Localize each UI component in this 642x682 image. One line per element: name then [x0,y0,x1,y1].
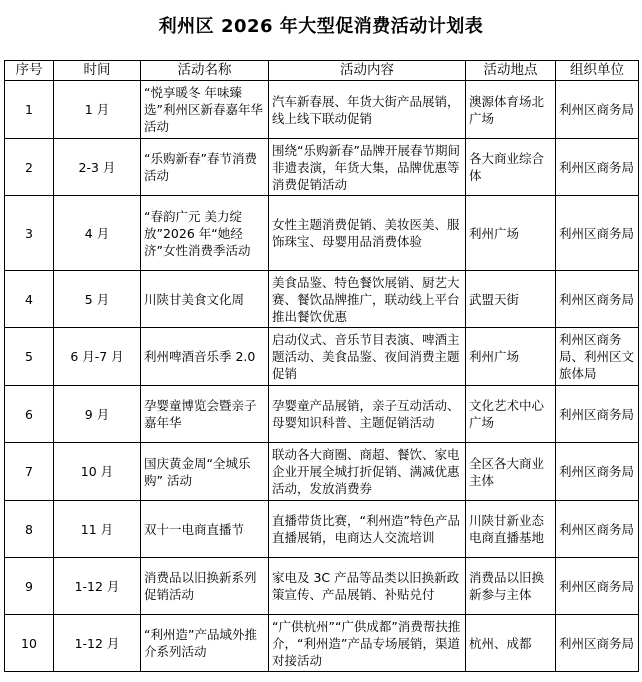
header-place: 活动地点 [466,61,556,81]
cell-content: “广供杭州”“广供成都”消费帮扶推介，“利州造”产品专场展销，渠道对接活动 [269,615,466,672]
header-content: 活动内容 [269,61,466,81]
cell-time: 10 月 [54,443,141,501]
cell-content: 联动各大商圈、商超、餐饮、家电企业开展全城打折促销、满减优惠活动，发放消费券 [269,443,466,501]
cell-time: 6 月-7 月 [54,328,141,386]
cell-place: 川陕甘新业态电商直播基地 [466,501,556,558]
activity-plan-table [4,60,639,672]
cell-org: 利州区商务局 [556,558,639,615]
document-title: 利州区 2026 年大型促消费活动计划表 [158,16,484,37]
cell-content: 女性主题消费促销、美妆医美、服饰珠宝、母婴用品消费体验 [269,196,466,271]
header-no: 序号 [5,61,54,81]
cell-org: 利州区商务局 [556,196,639,271]
cell-no: 4 [5,271,54,328]
cell-place: 利州广场 [466,328,556,386]
cell-org: 利州区商务局 [556,271,639,328]
cell-org: 利州区商务局 [556,615,639,672]
cell-time: 2-3 月 [54,139,141,196]
cell-no: 3 [5,196,54,271]
table-row [5,501,639,558]
cell-no: 1 [5,81,54,139]
cell-content: 围绕“乐购新春”品牌开展春节期间非遗表演，年货大集，品牌优惠等消费促销活动 [269,139,466,196]
cell-name: 消费品以旧换新系列促销活动 [141,558,269,615]
cell-place: 武盟天街 [466,271,556,328]
cell-org: 利州区商务局 [556,501,639,558]
table-row [5,271,639,328]
cell-time: 11 月 [54,501,141,558]
cell-content: 美食品鉴、特色餐饮展销、厨艺大赛、餐饮品牌推广，联动线上平台推出餐饮优惠 [269,271,466,328]
cell-time: 1-12 月 [54,558,141,615]
cell-content: 启动仪式、音乐节目表演、啤酒主题活动、美食品鉴、夜间消费主题促销 [269,328,466,386]
cell-name: “乐购新春”春节消费活动 [141,139,269,196]
cell-name: 利州啤酒音乐季 2.0 [141,328,269,386]
cell-time: 9 月 [54,386,141,443]
cell-name: 双十一电商直播节 [141,501,269,558]
table-row [5,386,639,443]
cell-no: 9 [5,558,54,615]
table-row [5,558,639,615]
cell-place: 澳源体育场北广场 [466,81,556,139]
table-row [5,196,639,271]
cell-org: 利州区商务局 [556,386,639,443]
cell-no: 2 [5,139,54,196]
cell-name: 川陕甘美食文化周 [141,271,269,328]
cell-time: 5 月 [54,271,141,328]
cell-no: 5 [5,328,54,386]
cell-org: 利州区商务局 [556,443,639,501]
header-org: 组织单位 [556,61,639,81]
cell-no: 10 [5,615,54,672]
cell-time: 1 月 [54,81,141,139]
cell-place: 利州广场 [466,196,556,271]
cell-place: 全区各大商业主体 [466,443,556,501]
cell-place: 杭州、成都 [466,615,556,672]
cell-content: 汽车新春展、年货大街产品展销，线上线下联动促销 [269,81,466,139]
table-row [5,328,639,386]
cell-time: 1-12 月 [54,615,141,672]
table-row [5,139,639,196]
cell-content: 直播带货比赛，“利州造”特色产品直播展销，电商达人交流培训 [269,501,466,558]
cell-name: “春韵广元 美力绽放”2026 年“她经济”女性消费季活动 [141,196,269,271]
table-header-row [5,61,639,81]
table-row [5,615,639,672]
cell-place: 文化艺术中心广场 [466,386,556,443]
cell-name: 孕婴童博览会暨亲子嘉年华 [141,386,269,443]
cell-no: 8 [5,501,54,558]
cell-no: 6 [5,386,54,443]
header-time: 时间 [54,61,141,81]
cell-place: 各大商业综合体 [466,139,556,196]
cell-no: 7 [5,443,54,501]
cell-name: “悦享暖冬 年味臻选”利州区新春嘉年华活动 [141,81,269,139]
cell-name: “利州造”产品域外推介系列活动 [141,615,269,672]
table-row [5,443,639,501]
cell-time: 4 月 [54,196,141,271]
cell-place: 消费品以旧换新参与主体 [466,558,556,615]
cell-content: 家电及 3C 产品等品类以旧换新政策宣传、产品展销、补贴兑付 [269,558,466,615]
cell-name: 国庆黄金周“全城乐购” 活动 [141,443,269,501]
cell-org: 利州区商务局 [556,139,639,196]
cell-org: 利州区商务局 [556,81,639,139]
header-name: 活动名称 [141,61,269,81]
cell-org: 利州区商务局、利州区文旅体局 [556,328,639,386]
cell-content: 孕婴童产品展销，亲子互动活动、母婴知识科普、主题促销活动 [269,386,466,443]
table-row [5,81,639,139]
